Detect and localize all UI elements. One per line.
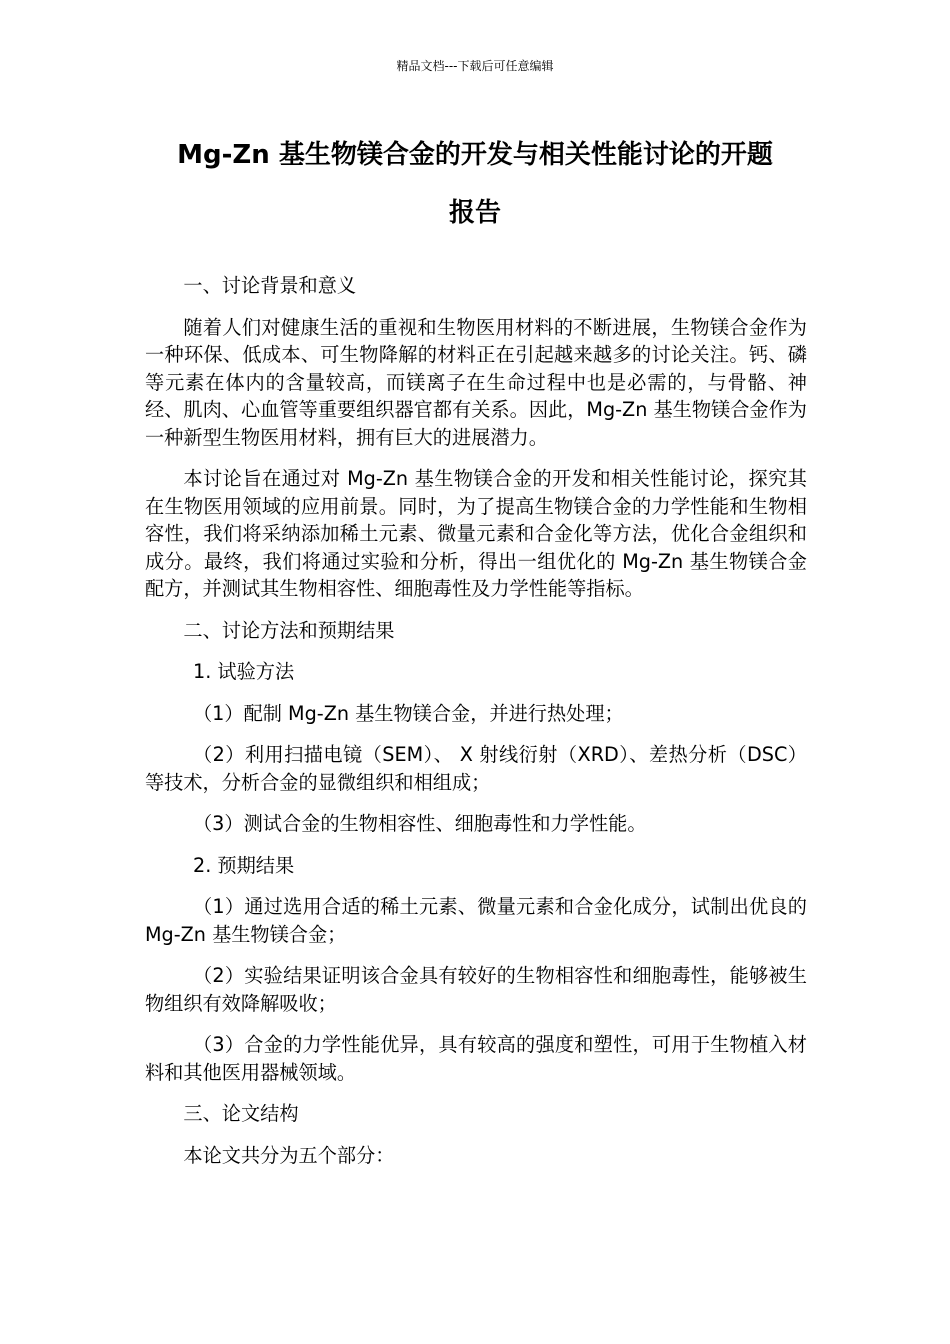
result-item-3: （3）合金的力学性能优异，具有较高的强度和塑性，可用于生物植入材料和其他医用器械领域。 bbox=[145, 1033, 807, 1084]
result-item-2: （2）实验结果证明该合金具有较好的生物相容性和细胞毒性，能够被生物组织有效降解吸收； bbox=[145, 964, 807, 1015]
section-1-heading: 一、讨论背景和意义 bbox=[183, 274, 357, 297]
method-item-1: （1）配制 Mg-Zn 基生物镁合金，并进行热处理； bbox=[193, 701, 624, 725]
document-title-line-1: Mg-Zn 基生物镁合金的开发与相关性能讨论的开题 bbox=[177, 140, 773, 170]
section-3-heading: 三、论文结构 bbox=[183, 1102, 299, 1125]
result-item-1: （1）通过选用合适的稀土元素、微量元素和合金化成分，试制出优良的 Mg-Zn 基生物镁合金； bbox=[145, 895, 807, 946]
section-1-paragraph-1: 随着人们对健康生活的重视和生物医用材料的不断进展，生物镁合金作为一种环保、低成本、可生物降解的材料正在引起越来越多的讨论关注。钙、磷等元素在体内的含量较高，而镁离子在生命过程中也是必需的，与骨骼、神经、肌肉、心血管等重要组织器官都有关系。因此，Mg-Zn 基生物镁合金作为一种新型生物医用材料，拥有巨大的进展潜力。 bbox=[145, 315, 807, 449]
method-item-3: （3）测试合金的生物相容性、细胞毒性和力学性能。 bbox=[193, 812, 647, 835]
subsection-results-heading: 2. 预期结果 bbox=[193, 853, 295, 877]
method-item-2: （2）利用扫描电镜（SEM）、 X 射线衍射（XRD）、差热分析（DSC）等技术，分析合金的显微组织和相组成； bbox=[145, 743, 807, 794]
subsection-methods-heading: 1. 试验方法 bbox=[193, 660, 295, 683]
section-2-heading: 二、讨论方法和预期结果 bbox=[183, 618, 395, 642]
document-title-line-2: 报告 bbox=[448, 198, 501, 228]
section-3-paragraph-1: 本论文共分为五个部分： bbox=[183, 1143, 395, 1167]
page-header-note: 精品文档---下载后可任意编辑 bbox=[396, 59, 554, 73]
section-1-paragraph-2: 本讨论旨在通过对 Mg-Zn 基生物镁合金的开发和相关性能讨论，探究其在生物医用领域的应用前景。同时，为了提高生物镁合金的力学性能和生物相容性，我们将采纳添加稀土元素、微量元素和合金化等方法，优化合金组织和成分。最终，我们将通过实验和分析，得出一组优化的 Mg-Zn 基生物镁合金配方，并测试其生物相容性、细胞毒性及力学性能等指标。 bbox=[145, 467, 807, 600]
document-body bbox=[145, 272, 807, 1183]
